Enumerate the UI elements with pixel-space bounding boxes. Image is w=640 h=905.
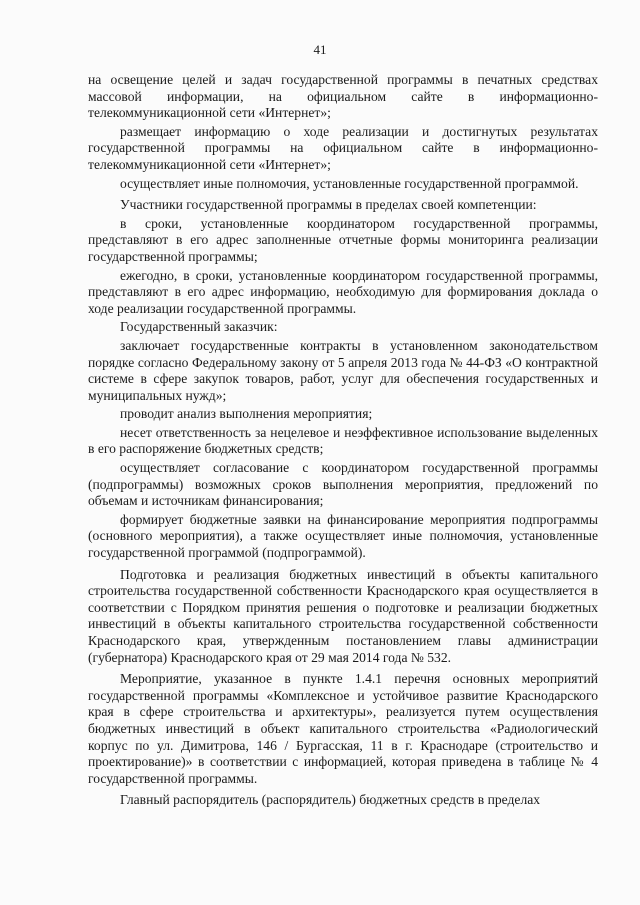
paragraph-2: размещает информацию о ходе реализации и достигнутых результатах государственной программы на официальном сайте в информационно-телекоммуникационной сети «Интернет»; [88, 123, 598, 172]
paragraph-9: проводит анализ выполнения мероприятия; [120, 406, 373, 422]
paragraph-4: Участники государственной программы в пределах своей компетенции: [120, 197, 537, 213]
page-number: 41 [313, 42, 327, 57]
paragraph-11: осуществляет согласование с координатором государственной программы (подпрограммы) возможных сроков выполнения мероприятия, предложений по объемам и источникам финансирования; [88, 460, 598, 509]
paragraph-5: в сроки, установленные координатором государственной программы, представляют в его адрес заполненные отчетные формы мониторинга реализации государственной программы; [88, 215, 598, 264]
paragraph-15: Главный распорядитель (распорядитель) бюджетных средств в пределах [120, 792, 541, 808]
paragraph-13: Подготовка и реализация бюджетных инвестиций в объекты капитального строительства государственной собственности Краснодарского края осуществляется в соответствии с Порядком принятия решения о подготовке и реализации бюджетных инвестиций в объекты капитального строительства государственной собственности Краснодарского края, утвержденным постановлением главы администрации (губернатора) Краснодарского края от 29 мая 2014 года № 532. [88, 566, 598, 665]
paragraph-14: Мероприятие, указанное в пункте 1.4.1 перечня основных мероприятий государственной программы «Комплексное и устойчивое развитие Краснодарского края в сфере строительства и архитектуры», реализуется путем осуществления бюджетных инвестиций в объект капитального строительства «Радиологический корпус по ул. Димитрова, 146 / Бургасская, 11 в г. Краснодаре (строительство и проектирование)» в соответствии с информацией, которая приведена в таблице № 4 государственной программы. [88, 671, 598, 786]
paragraph-12: формирует бюджетные заявки на финансирование мероприятия подпрограммы (основного мероприятия), а также осуществляет иные полномочия, установленные государственной программой (подпрограммой). [88, 511, 598, 561]
paragraph-10: несет ответственность за нецелевое и неэффективное использование выделенных в его распоряжение бюджетных средств; [88, 424, 598, 457]
paragraph-3: осуществляет иные полномочия, установленные государственной программой. [120, 175, 579, 191]
paragraph-6: ежегодно, в сроки, установленные координатором государственной программы, представляют в его адрес информацию, необходимую для формирования доклада о ходе реализации государственной программы. [88, 267, 598, 316]
paragraph-1: на освещение целей и задач государственной программы в печатных средствах массовой информации, на официальном сайте в информационно-телекоммуникационной сети «Интернет»; [88, 72, 598, 121]
paragraph-7: Государственный заказчик: [120, 319, 278, 335]
document-body [88, 72, 598, 809]
paragraph-8: заключает государственные контракты в установленном законодательством порядке согласно Федеральному закону от 5 апреля 2013 года № 44-ФЗ «О контрактной системе в сфере закупок товаров, работ, услуг для обеспечения государственных и муниципальных нужд»; [88, 337, 598, 403]
